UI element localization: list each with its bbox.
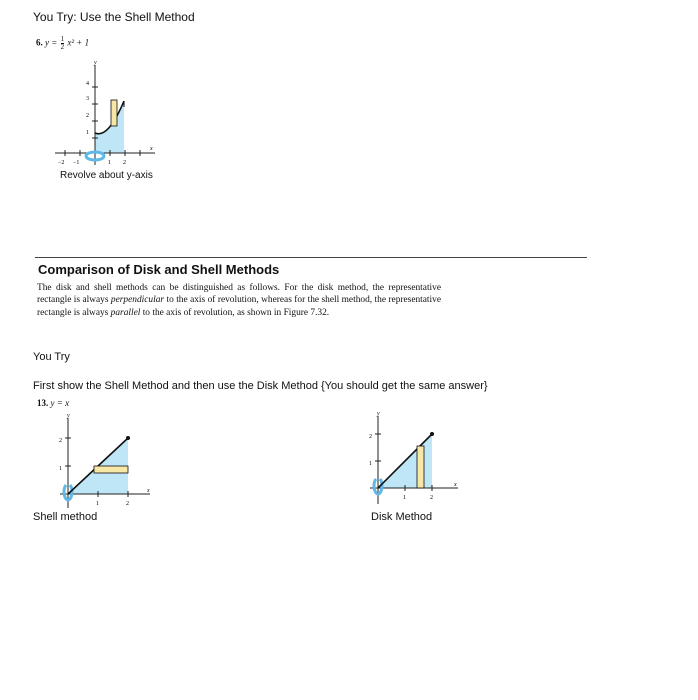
worksheet-title: You Try: Use the Shell Method	[33, 10, 195, 24]
problem-13-formula: y = x	[50, 398, 70, 408]
x-axis-label: x	[454, 482, 457, 488]
problem-13-number: 13.	[37, 398, 49, 408]
x-tick-label: −2	[58, 160, 65, 166]
x-axis-label: x	[150, 146, 153, 152]
comparison-heading: Comparison of Disk and Shell Methods	[38, 262, 280, 277]
x-tick-label: 2	[123, 160, 126, 166]
x-tick-label: 1	[108, 160, 111, 166]
equation-lhs: y =	[45, 37, 58, 48]
instruction-text: First show the Shell Method and then use the Disk Method {You should get the same answer}	[33, 380, 488, 392]
y-axis-label: y	[377, 411, 380, 417]
representative-rectangle	[94, 466, 128, 473]
disk-method-graph	[360, 408, 470, 510]
problem-6-equation	[36, 36, 89, 51]
you-try-label: You Try	[33, 351, 70, 363]
equation-fraction	[61, 36, 65, 51]
problem-6-number: 6.	[36, 37, 43, 48]
disk-method-caption: Disk Method	[371, 511, 433, 523]
problem-13-equation	[37, 398, 69, 408]
y-tick-label: 4	[86, 81, 89, 87]
equation-rhs: x² + 1	[67, 37, 90, 48]
fraction-denominator: 2	[60, 43, 65, 51]
y-tick-label: 1	[369, 461, 372, 467]
y-axis-label: y	[94, 60, 97, 66]
x-tick-label: 2	[430, 495, 433, 501]
representative-rectangle	[111, 100, 117, 126]
section-divider	[35, 257, 587, 258]
y-tick-label: 2	[59, 438, 62, 444]
x-tick-label: −1	[73, 160, 80, 166]
comparison-paragraph: The disk and shell methods can be distinguished as follows. For the disk method, the representative rectangle is always perpendicular to the axis of revolution, whereas for the shell method, the representative rectangle is always parallel to the axis of revolution, as shown in Figure 7.32.	[37, 283, 441, 318]
x-axis-label: x	[147, 488, 150, 494]
emphasis-parallel: parallel	[110, 307, 141, 318]
shell-method-graph	[50, 408, 160, 510]
fraction-numerator: 1	[60, 35, 65, 43]
y-tick-label: 2	[86, 113, 89, 119]
x-tick-label: 1	[96, 501, 99, 507]
y-tick-label: 1	[86, 130, 89, 136]
y-tick-label: 1	[59, 466, 62, 472]
representative-rectangle	[417, 446, 424, 488]
x-tick-label: 1	[403, 495, 406, 501]
y-axis-label: y	[67, 413, 70, 419]
shell-method-caption: Shell method	[33, 511, 98, 523]
problem-6-caption: Revolve about y-axis	[60, 170, 153, 181]
y-tick-label: 3	[86, 96, 89, 102]
problem-6-graph	[50, 55, 170, 170]
emphasis-perpendicular: perpendicular	[110, 295, 165, 306]
x-tick-label: 2	[126, 501, 129, 507]
y-tick-label: 2	[369, 434, 372, 440]
